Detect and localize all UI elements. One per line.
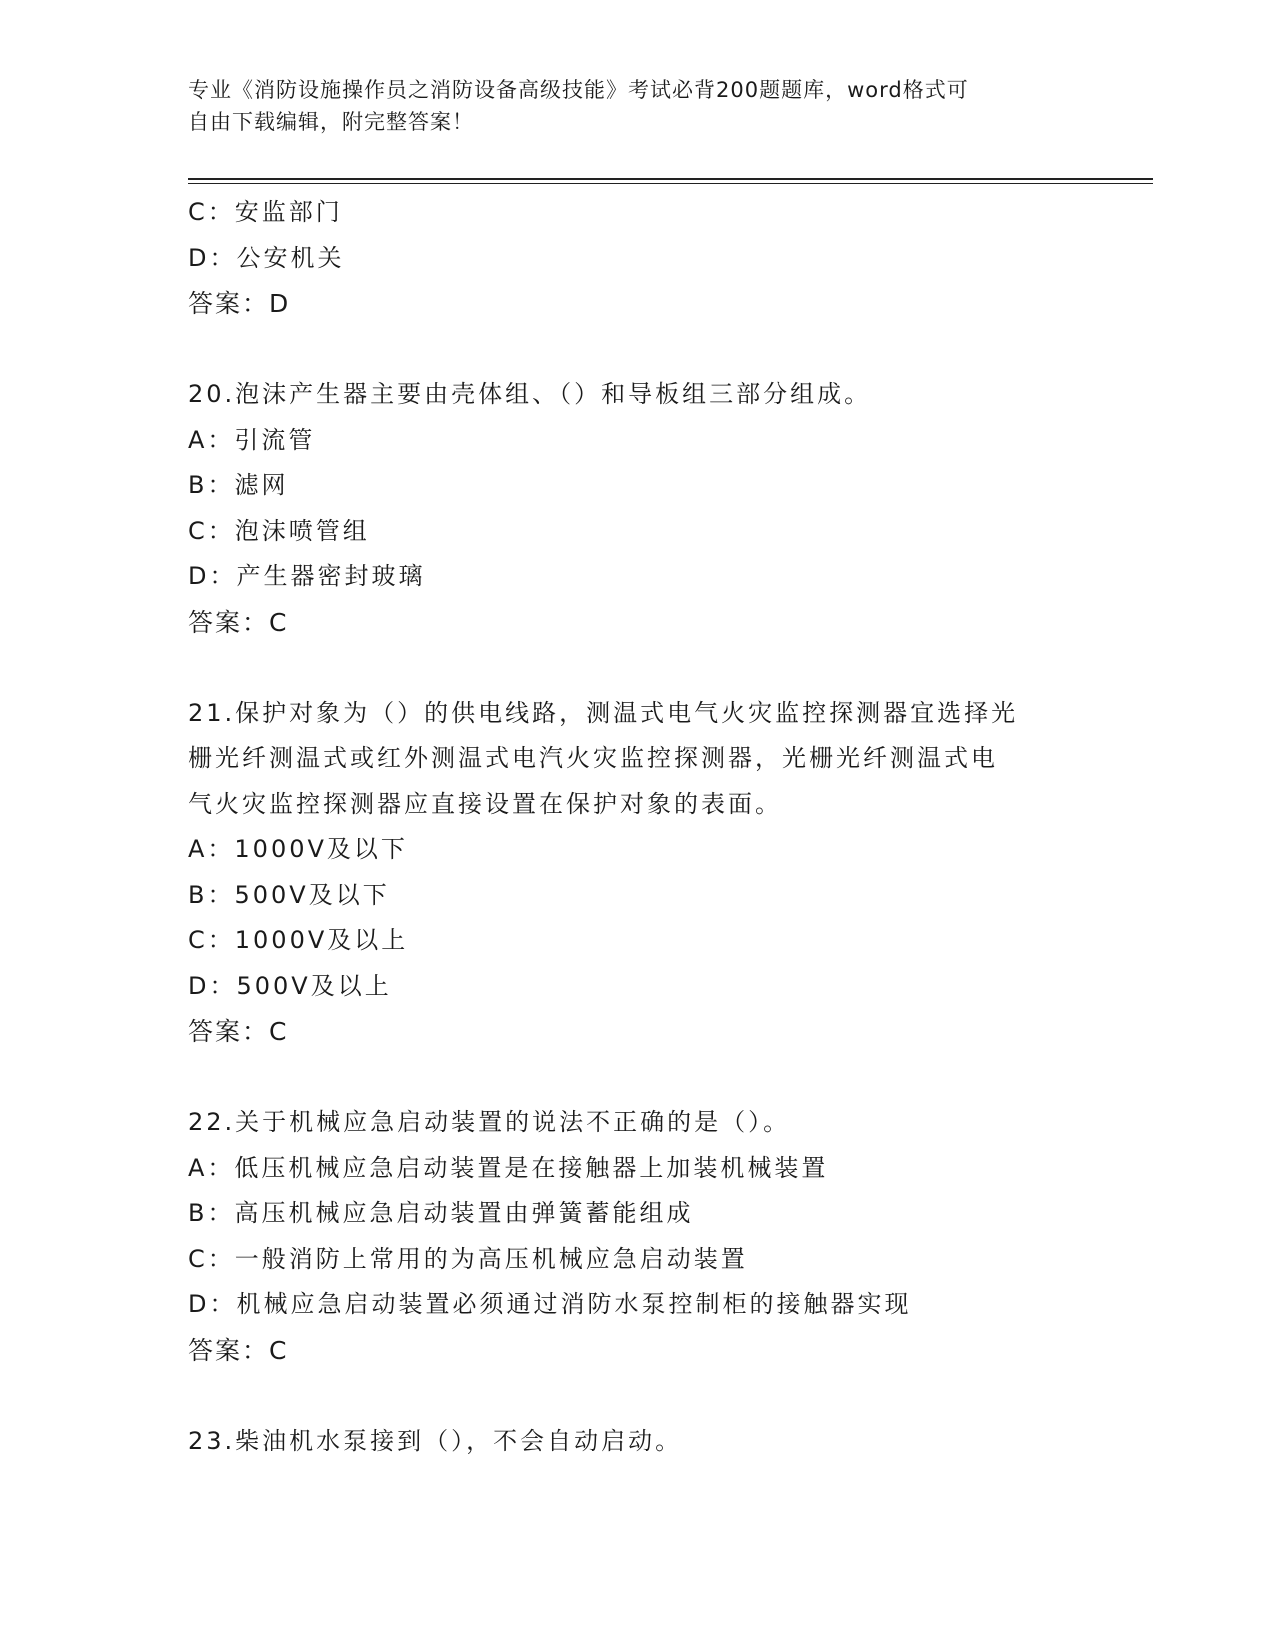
option-b: B：滤网 <box>188 471 289 499</box>
question-21 <box>188 691 1088 1055</box>
answer: 答案：D <box>188 289 291 318</box>
question-stem: 22.关于机械应急启动装置的说法不正确的是（）。 <box>188 1108 791 1136</box>
question-stem-line-1: 21.保护对象为（）的供电线路，测温式电气火灾监控探测器宜选择光 <box>188 698 1019 727</box>
option-d: D：机械应急启动装置必须通过消防水泵控制柜的接触器实现 <box>188 1290 912 1318</box>
option-c: C：1000V及以上 <box>188 926 409 954</box>
option-a: A：低压机械应急启动装置是在接触器上加装机械装置 <box>188 1153 829 1182</box>
option-c: C：安监部门 <box>188 198 343 226</box>
question-20 <box>188 372 1088 645</box>
header-rule-thin <box>188 183 1153 184</box>
question-23 <box>188 1419 1088 1465</box>
question-list <box>188 190 1088 1464</box>
answer: 答案：C <box>188 1017 289 1046</box>
document-header <box>188 74 1068 138</box>
option-a: A：1000V及以下 <box>188 835 408 863</box>
question-stem-line-3: 气火灾监控探测器应直接设置在保护对象的表面。 <box>188 789 782 818</box>
option-c: C：泡沫喷管组 <box>188 516 370 545</box>
question-stem-line-2: 栅光纤测温式或红外测温式电汽火灾监控探测器，光栅光纤测温式电 <box>188 744 998 772</box>
question-22 <box>188 1100 1088 1373</box>
option-b: B：500V及以下 <box>188 880 390 909</box>
question-stem: 23.柴油机水泵接到（），不会自动启动。 <box>188 1426 683 1455</box>
option-d: D：公安机关 <box>188 243 345 272</box>
option-d: D：产生器密封玻璃 <box>188 562 426 590</box>
continued-question <box>188 190 1088 327</box>
answer: 答案：C <box>188 607 289 637</box>
option-d: D：500V及以上 <box>188 971 392 1000</box>
option-b: B：高压机械应急启动装置由弹簧蓄能组成 <box>188 1199 694 1227</box>
header-line-2: 自由下载编辑，附完整答案！ <box>188 110 474 134</box>
header-line-1: 专业《消防设施操作员之消防设备高级技能》考试必背200题题库，word格式可 <box>188 78 969 102</box>
question-stem: 20.泡沫产生器主要由壳体组、（）和导板组三部分组成。 <box>188 380 872 408</box>
answer: 答案：C <box>188 1335 289 1365</box>
option-c: C：一般消防上常用的为高压机械应急启动装置 <box>188 1244 748 1273</box>
option-a: A：引流管 <box>188 425 316 454</box>
header-rule-thick <box>188 178 1153 180</box>
